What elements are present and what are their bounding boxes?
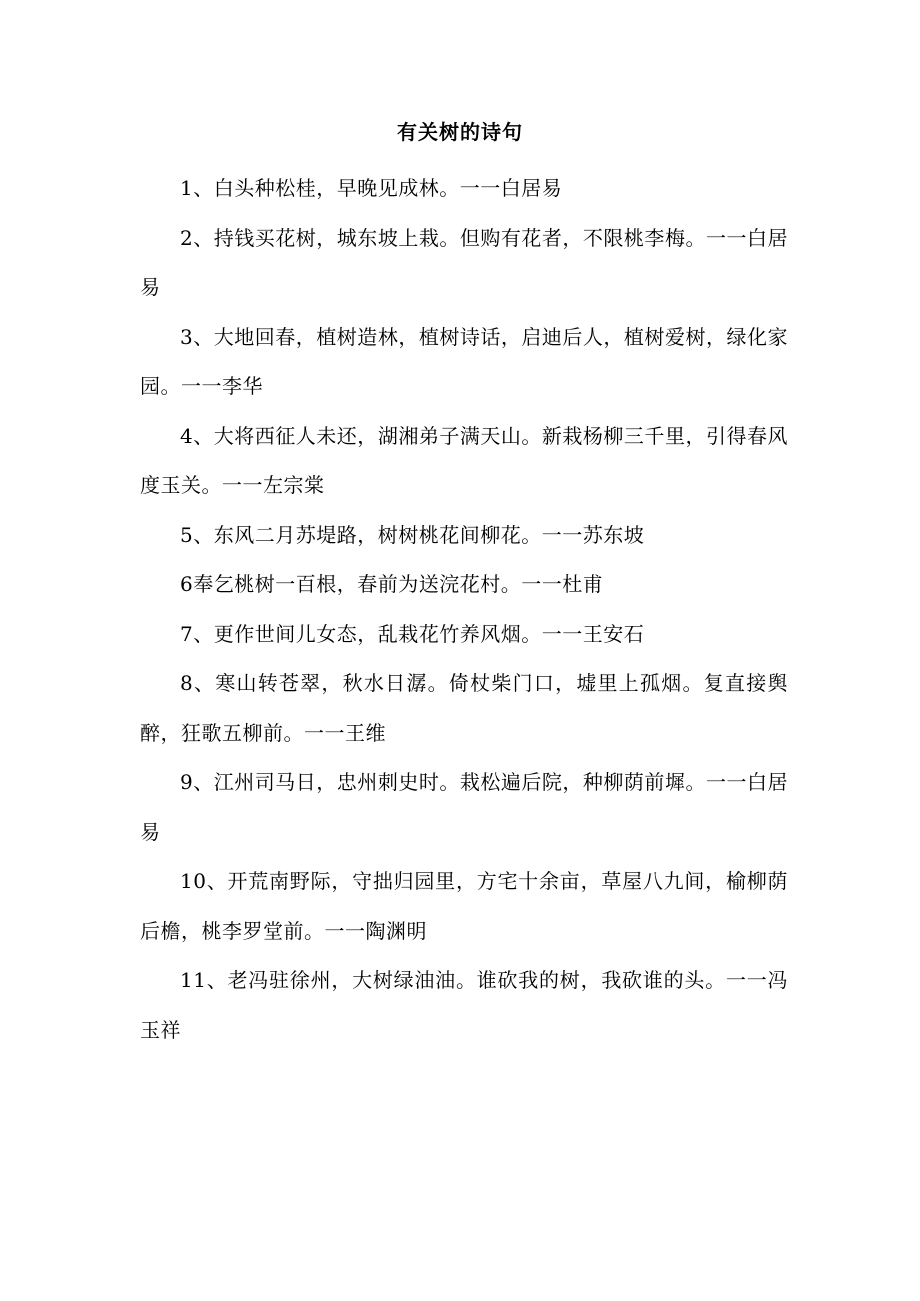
poem-line-9: 9、江州司马日，忠州刺史时。栽松遍后院，种柳荫前墀。一一白居易 [140,770,788,844]
poem-line-8: 8、寒山转苍翠，秋水日潺。倚杖柴门口，墟里上孤烟。复直接舆醉，狂歌五柳前。一一王维 [140,671,788,745]
poem-line-1: 1、白头种松桂，早晚见成林。一一白居易 [180,176,563,200]
poem-line-4: 4、大将西征人未还，湖湘弟子满天山。新栽杨柳三千里，引得春风度玉关。一一左宗棠 [140,423,788,497]
poem-line-11: 11、老冯驻徐州，大树绿油油。谁砍我的树，我砍谁的头。一一冯玉祥 [140,968,788,1042]
poem-line-7: 7、更作世间儿女态，乱栽花竹养风烟。一一王安石 [180,621,645,646]
poem-line-2: 2、持钱买花树，城东坡上栽。但购有花者，不限桃李梅。一一白居易 [140,225,788,299]
poem-line-3: 3、大地回春，植树造林，植树诗话，启迪后人，植树爱树，绿化家园。一一李华 [140,324,788,398]
poem-line-6: 6奉乞桃树一百根，春前为送浣花村。一一杜甫 [180,572,604,596]
document-body [140,164,788,1055]
poem-line-5: 5、东风二月苏堤路，树树桃花间柳花。一一苏东坡 [180,522,645,547]
poem-line-10: 10、开荒南野际，守拙归园里，方宅十余亩，草屋八九间，榆柳荫后檐，桃李罗堂前。一一陶渊明 [140,869,788,943]
document-title: 有关树的诗句 [397,120,523,144]
